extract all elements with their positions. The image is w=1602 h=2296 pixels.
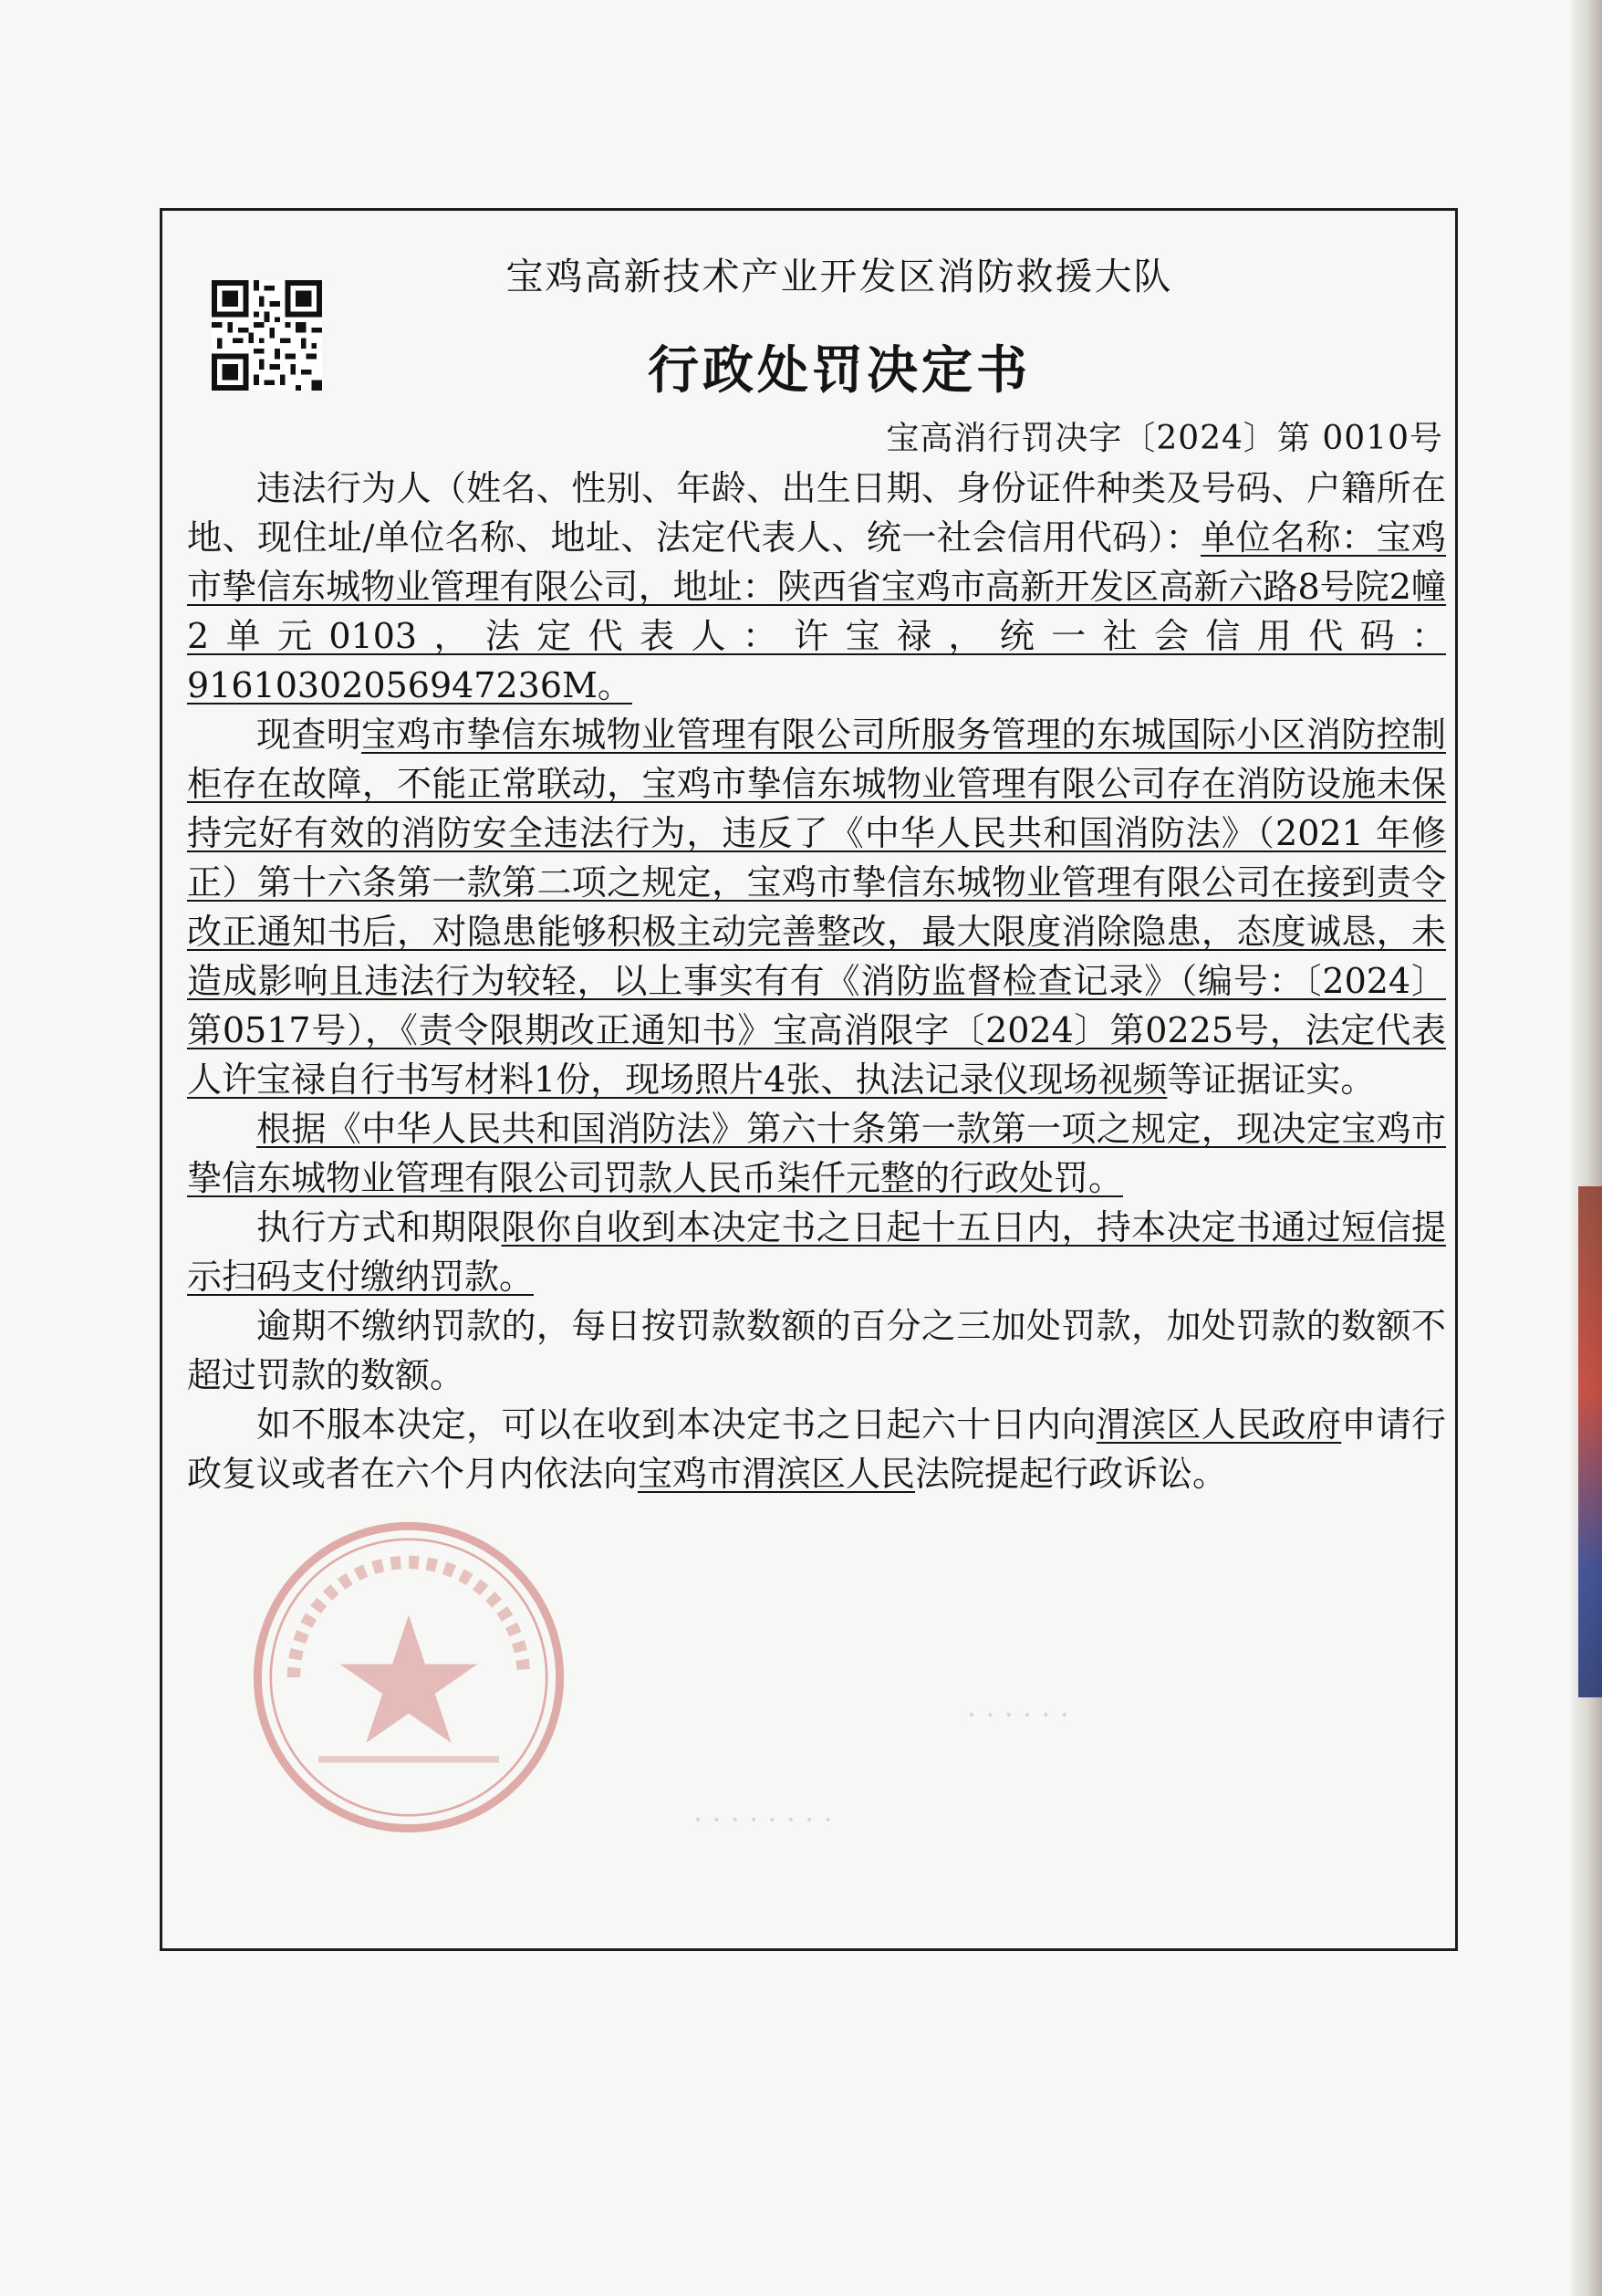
document-body [187,464,1446,1498]
document-title: 行政处罚决定书 [648,340,1031,401]
facts-suffix: 等证据证实。 [1167,1059,1376,1100]
appeal-suffix: 法院提起行政诉讼。 [915,1454,1228,1494]
appeal-middle: 申请行政复议或者在六个月内依法向 [187,1404,1446,1494]
page-edge-shadow [1571,0,1602,2296]
appeal-prefix: 如不服本决定，可以在收到本决定书之日起六十日内向 [256,1404,1097,1445]
bleedthrough-text: · · · · · · [967,1697,1069,1732]
bleedthrough-text: · · · · · · · · [693,1802,833,1837]
appeal-court: 宝鸡市渭滨区人民 [638,1454,916,1494]
appeal-paragraph [187,1400,1446,1498]
official-seal-stamp [244,1513,573,1842]
execution-value: 限你自收到本决定书之日起十五日内，持本决定书通过短信提示扫码支付缴纳罚款。 [187,1207,1446,1297]
qr-code-icon [212,280,322,391]
page-edge-colored-strip [1578,1186,1602,1697]
execution-paragraph [187,1203,1446,1301]
appeal-government: 渭滨区人民政府 [1096,1404,1342,1445]
party-label: 违法行为人（姓名、性别、年龄、出生日期、身份证件种类及号码、户籍所在地、现住址/单位名称、地址、法定代表人、统一社会信用代码）： [187,468,1446,558]
facts-value: 宝鸡市挚信东城物业管理有限公司所服务管理的东城国际小区消防控制柜存在故障，不能正常联动，宝鸡市挚信东城物业管理有限公司存在消防设施未保持完好有效的消防安全违法行为，违反了《中华人民共和国消防法》（2021 年修正）第十六条第一款第二项之规定，宝鸡市挚信东城物业管理有限公司在接到责令改正通知书后，对隐患能够积极主动完善整改，最大限度消除隐患，态度诚恳，未造成影响且违法行为较轻，以上事实有有《消防监督检查记录》（编号：〔2024〕第0517号），《责令限期改正通知书》宝高消限字〔2024〕第0225号，法定代表人许宝禄自行书写材料1份，现场照片4张、执法记录仪现场视频 [187,715,1446,1100]
agency-name: 宝鸡高新技术产业开发区消防救援大队 [505,255,1173,298]
document-number: 宝高消行罚决字〔2024〕第 0010号 [886,420,1443,457]
decision-paragraph [187,1104,1446,1203]
facts-label: 现查明 [256,715,362,755]
decision-value: 根据《中华人民共和国消防法》第六十条第一款第一项之规定，现决定宝鸡市挚信东城物业管理有限公司罚款人民币柒仟元整的行政处罚。 [187,1109,1446,1198]
facts-paragraph [187,710,1446,1104]
overdue-paragraph: 逾期不缴纳罚款的，每日按罚款数额的百分之三加处罚款，加处罚款的数额不超过罚款的数额。 [187,1306,1446,1395]
execution-label: 执行方式和期限 [256,1207,502,1247]
party-paragraph [187,464,1446,710]
party-value: 单位名称：宝鸡市挚信东城物业管理有限公司，地址：陕西省宝鸡市高新开发区高新六路8号院2幢2单元0103，法定代表人：许宝禄，统一社会信用代码：91610302056947236M。 [187,517,1446,705]
